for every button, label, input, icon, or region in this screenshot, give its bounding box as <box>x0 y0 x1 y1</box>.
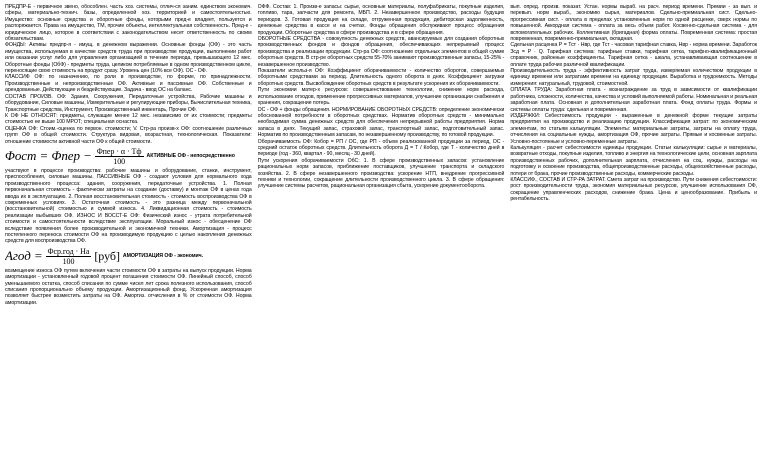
paragraph: Сдельная расценка Р = Тст · Нвр, где Тст - часовая тарифная ставка, Нвр - норма времени. Заработок Зсд = Р · Q. Тарифная система: тарифные ставки, тарифная сетка, тарифно-квалификационный справочник, районные коэффициенты. Тарифная сетка - шкала, устанавливающая соотношение в оплате труда рабочих различной квалификации. <box>510 42 757 68</box>
column-3 <box>510 4 757 468</box>
paragraph: Калькуляция - расчет себестоимости единицы продукции. Статьи калькуляции: сырье и материалы, возвратные отходы, покупные изделия, топливо и энергия на технологические цели, основная зарплата производственных рабочих, дополнительная зарплата, отчисления на соц. нужды, расходы на подготовку и освоение производства, общепроизводственные расходы, общехозяйственные расходы, потери от брака, прочие производственные расходы, коммерческие расходы. <box>510 144 757 177</box>
formula-denominator: 100 <box>62 256 75 266</box>
paragraph: Показатели использ-я ОФ: Коэффициент оборачиваемости - количество оборотов, совершаемых оборотными средствами за период. Длительность одного оборота в днях. Коэффициент загрузки оборотных средств. Высвобождение оборотных средств в результате ускорения их оборачиваемости. <box>257 68 505 87</box>
paragraph: ИЗДЕРЖКИ: Себестоимость продукции - выраженные в денежной форме текущие затраты предприятия на производство и реализацию продукции. Классификация затрат: по экономическим элементам, по статьям калькуляции. Элементы: материальные затраты, затраты на оплату труда, отчисления на социальные нужды, амортизация ОФ, прочие затраты. Прямые и косвенные затраты. Условно-постоянные и условно-переменные затраты. <box>510 112 757 145</box>
formula-lhs: Φост = Φпер − <box>5 148 92 164</box>
paragraph: ОС - ОФ + фонды обращения. НОРМИРОВАНИЕ ОБОРОТНЫХ СРЕДСТВ: определение экономически обоснованной потребности в оборотных средствах. Норматив оборотных средств - минимально необходимая сумма денежных средств для обеспечения непрерывной работы предприятия. Норма запаса в днях. Текущий запас, страховой запас, транспортный запас, подготовительный запас. Норматив по производственным запасам, по незавершенному производству, по готовой продукции. <box>257 106 505 139</box>
depreciation-formula <box>5 247 252 266</box>
paragraph: КЛАССИФ., СОСТАВ И СТР-РА ЗАТРАТ. Смета затрат на производство. Пути снижения себестоимости: рост производительности труда, экономия материальных ресурсов, улучшение использования ОФ, сокращение управленческих расходов, снижение брака. Цена и ценообразование. Прибыль и рентабельность. <box>510 176 757 203</box>
paragraph: ОФФ. Состав: 1. Произв-е запасы: сырье, основные материалы, полуфабрикаты, покупные изделия, топливо, тара, запчасти для ремонта, МБП. 2. Незавершенное производство, расходы будущих периодов. 3. Готовая продукция на складе, отгруженная продукция, дебиторская задолженность, денежные средства в кассе и на счетах. Фонды обращения обслуживают процесс обращения продукции. Оборотные средства в сфере производства и в сфере обращения. <box>257 4 505 36</box>
paragraph: Оборачиваемость ОФ: Кобор = РП / ОС, где РП - объем реализованной продукции за период, ОС - средний остаток оборотных средств. Длительность оборота Д = Т / Кобор, где Т - количество дней в периоде (год - 360, квартал - 90, месяц - 30 дней). <box>257 138 505 158</box>
column-1 <box>5 4 252 468</box>
paragraph: участвуют в процессе производства: рабочие машины и оборудование, станки, инструмент, приспособления, силовые машины. ПАССИВНЫЕ ОФ - создают условия для нормального хода производственного процесса: здания, сооружения, передаточные устройства. 1. Полная первоначальная стоимость - фактически затраты на создание (доставку) и монтаж ОФ в ценах года ввода их в эксплуатацию. 2. Полная восстановительная стоимость - стоимость воспроизводства ОФ в современных условиях. 3. Остаточная стоимость - это разница между первоначальной (восстановительной) стоимостью и суммой износа. 4. Ликвидационная стоимость - стоимость реализации выбывших ОФ. ИЗНОС И ВОССТ-Е ОФ: Физический износ - утрата потребительной стоимости и самостоятельности вследствие эксплуатации. Моральный износ - обесценение ОФ вследствие появления более производительной и экономичной техники. Амортизация - процесс постепенного переноса стоимости ОФ на производимую продукцию с целью накопления денежных средств для воспроизводства ОФ. <box>5 167 252 245</box>
paragraph: ФОНДЫ: Активы предпр-я - имущ. в денежном выражении. Основные фонды (ОФ) - это часть имущества, используемая в качестве средств труда при производстве продукции, выполнении работ или оказании услуг либо для управления организацией в течение периода, превышающего 12 мес. Оборотные фонды (ОбФ) - предметы труда, целиком потребляемые в одном производственном цикле, переносящие свою стоимость на продукт сразу. Уровень цен (10% все ОФ). ОС - ОФ. <box>5 42 252 75</box>
paragraph: ОПЛАТА ТРУДА: Заработная плата - вознаграждение за труд в зависимости от квалификации работника, сложности, количества, качества и условий выполняемой работы. Номинальная и реальная заработная плата. Основная и дополнительная заработная плата. Фонд оплаты труда. Формы и системы оплаты труда: сдельная и повременная. <box>510 87 757 113</box>
paragraph: КЛАССИФ ОФ: по назначению, по роли в производстве, по форме, по принадлежности. Производственные и непроизводственные ОФ. Активные и пассивные ОФ. Собственные и арендованные. Действующие и бездействующие. Задача - ввод ОС на баланс. <box>5 74 252 94</box>
formula-fraction <box>95 147 144 166</box>
formula-numerator: Φср.год · Ha <box>47 246 90 256</box>
residual-value-formula <box>5 147 252 166</box>
paragraph: Производительность труда - эффективность затрат труда, измеряемая количеством продукции в единицу времени или затратами времени на единицу продукции. Выработка и трудоемкость. Методы измерения: натуральный, трудовой, стоимостной. <box>510 68 757 87</box>
paragraph: К ОФ НЕ ОТНОСЯТ: предметы, служащие менее 12 мес. независимо от их стоимости; предметы стоимостью не выше 100 МРОТ; специальная оснастка. <box>5 112 252 126</box>
paragraph: вып. опред. произв. показат. Устан. нормы выраб. на расч. период времени. Премии - за вып. и перевып. норм выраб., экономию сырья, материалов. Сдельно-премиальная сист. Сдельно-прогрессивная сист. - оплата в пределах установленных норм по одной расценке, сверх нормы по повышенной. Аккордная система - оплата за весь объем работ. Косвенно-сдельная система - для вспомогательных рабочих. Коллективная (бригадная) форма оплаты. Повременная система: простая повременная, повременно-премиальная, окладная. <box>510 4 757 43</box>
paragraph: ПРЕДПР-Е - первичное звено, обособлен. часть хоз. системы, отлич-ся заним. единством экономич. сферы, материально-технич. базы, определенной хоз. территорией и самостоятельностью. Имущество: основные средства и оборотные фонды, которыми пред-е владеет, пользуется и распоряжается. Права на имущество, ТМ, прочие объекты, интеллектуальная собственность. Пред-е - юридическое лицо, которое в соответствии с законодательством несет ответственность по своим обязательствам. <box>5 4 252 43</box>
formula-trailing-text: АМОРТИЗАЦИЯ ОФ - экономич. <box>122 253 204 260</box>
paragraph: Пути экономии матер-х ресурсов: совершенствование технологии, снижение норм расхода, использование отходов, применение прогрессивных материалов, улучшение организации снабжения и хранения, сокращение потерь. <box>257 87 505 107</box>
paragraph: ОБОРОТНЫЕ СРЕДСТВА - совокупность денежных средств, авансируемых для создания оборотных производственных фондов и фондов обращения, обеспечивающих непрерывный процесс производства и реализации продукции. Стр-ра ОФ: соотношение отдельных элементов в общей сумме оборотных средств. В стр-ре оборотных средств 55-70% занимают производственные запасы, 15-25% - незавершенное производство. <box>257 36 505 68</box>
formula-denominator: 100 <box>113 156 126 166</box>
formula-lhs: Aгод = <box>5 248 43 264</box>
paragraph: Пути ускорения оборачиваемости ОбС: 1. В сфере производственных запасов: установление рациональных норм запасов, приближение поставщиков, улучшение транспорта и складского хозяйства. 2. В сфере незавершенного производства: ускорение НТП, внедрение прогрессивной техники и технологии, сокращение длительности производственного цикла. 3. В сфере обращения: улучшение системы расчетов, рациональная организация сбыта, ускорение документооборота. <box>257 157 505 190</box>
paragraph: возмещение износа ОФ путем включения части стоимости ОФ в затраты на выпуск продукции. Норма амортизации - установленный годовой процент погашения стоимости ОФ. Линейный способ, способ уменьшаемого остатка, способ списания по сумме чисел лет срока полезного использования, способ списания пропорционально объему продукции. Амортизационный фонд. Ускоренная амортизация позволяет быстрее возместить затраты на ОФ. Амортиз. отчисления в % от стоимости ОФ. Норма амортизации. <box>5 267 252 306</box>
column-2 <box>258 4 505 468</box>
formula-trailing-text: АКТИВНЫЕ ОФ - непосредственно <box>146 153 235 160</box>
formula-fraction <box>46 247 92 266</box>
paragraph: ОЦЕНКА ОФ: Стоим.-оценка по первон. стоимости; V. Стр-ра произв-х ОФ: соотношение различных групп ОФ в общей стоимости. Структура видовая, возрастная, технологическая. Показатели: отношение стоимости активной части ОФ к общей стоимости. <box>5 125 252 145</box>
formula-unit: [руб] <box>94 249 120 264</box>
formula-numerator: Φпер · α · Tф <box>96 146 142 156</box>
paragraph: СОСТАВ ПРОИЗВ. ОФ: Здания, Сооружения, Передаточные устройства, Рабочие машины и оборудование, Силовые машины, Измерительные и регулирующие приборы, Вычислительная техника, Транспортные средства, Инструмент, Производственный инвентарь, Прочие ОФ. <box>5 93 252 113</box>
